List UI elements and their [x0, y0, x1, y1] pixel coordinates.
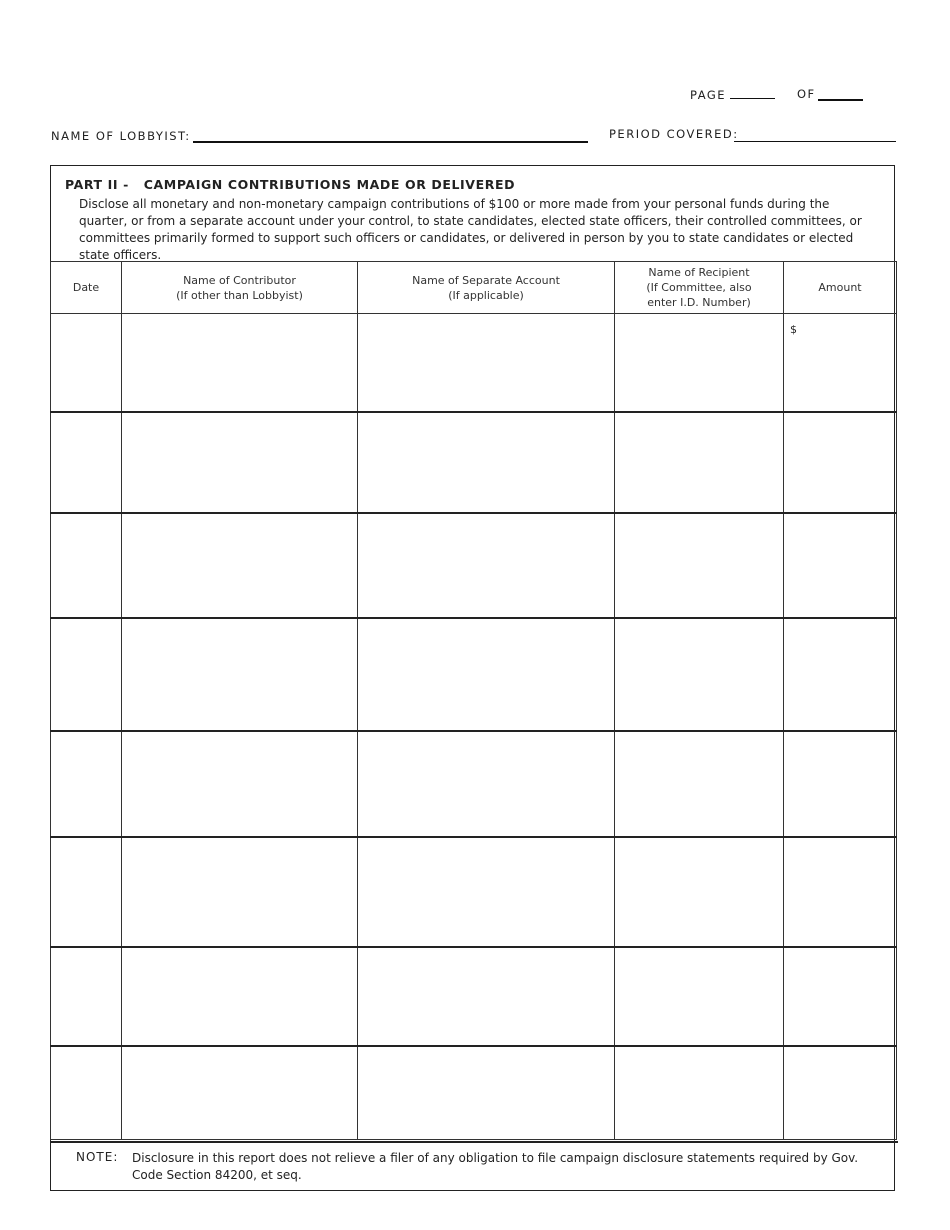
contributions-table	[50, 261, 897, 1140]
table-row	[51, 618, 897, 731]
amount-cell[interactable]	[784, 513, 897, 618]
contributor-cell[interactable]	[122, 513, 358, 618]
separate-account-cell[interactable]	[358, 1046, 615, 1140]
separate-account-cell[interactable]	[358, 412, 615, 513]
contributor-cell[interactable]	[122, 947, 358, 1046]
column-header-separate-account: Name of Separate Account (If applicable)	[358, 262, 615, 314]
period-covered-label: PERIOD COVERED:	[609, 127, 739, 141]
amount-cell[interactable]	[784, 618, 897, 731]
recipient-cell[interactable]	[615, 731, 784, 837]
amount-cell[interactable]	[784, 412, 897, 513]
contributor-cell[interactable]	[122, 618, 358, 731]
recipient-cell[interactable]	[615, 618, 784, 731]
date-cell[interactable]	[51, 618, 122, 731]
date-cell[interactable]	[51, 837, 122, 947]
column-header-recipient: Name of Recipient (If Committee, also enter I.D. Number)	[615, 262, 784, 314]
separate-account-cell[interactable]	[358, 947, 615, 1046]
table-row	[51, 837, 897, 947]
table-row	[51, 314, 897, 412]
part-description: Disclose all monetary and non-monetary campaign contributions of $100 or more made from your personal funds during the quarter, or from a separate account under your control, to state candidates, elected state officers, their controlled committees, or committees primarily formed to support such officers or candidates, or delivered in person by you to state candidates or elected state officers.	[79, 197, 862, 262]
currency-symbol: $	[790, 323, 797, 336]
contributor-cell[interactable]	[122, 837, 358, 947]
amount-cell[interactable]	[784, 731, 897, 837]
contributor-cell[interactable]	[122, 412, 358, 513]
recipient-cell[interactable]	[615, 513, 784, 618]
total-pages-field[interactable]	[818, 99, 863, 101]
page-label: PAGE	[690, 88, 727, 102]
table-row	[51, 947, 897, 1046]
table-header-row	[51, 262, 897, 314]
contributor-cell[interactable]	[122, 1046, 358, 1140]
table-row	[51, 1046, 897, 1140]
separate-account-cell[interactable]	[358, 731, 615, 837]
column-header-contributor: Name of Contributor (If other than Lobbyist)	[122, 262, 358, 314]
recipient-cell[interactable]	[615, 947, 784, 1046]
lobbyist-name-label: NAME OF LOBBYIST:	[51, 129, 191, 143]
date-cell[interactable]	[51, 947, 122, 1046]
amount-cell[interactable]	[784, 314, 897, 412]
note-text: Disclosure in this report does not relieve a filer of any obligation to file campaign disclosure statements required by Gov. Code Section 84200, et seq.	[132, 1151, 859, 1182]
amount-cell[interactable]	[784, 837, 897, 947]
period-covered-field[interactable]	[734, 141, 896, 142]
table-row	[51, 412, 897, 513]
recipient-cell[interactable]	[615, 314, 784, 412]
separate-account-cell[interactable]	[358, 314, 615, 412]
table-row	[51, 513, 897, 618]
date-cell[interactable]	[51, 314, 122, 412]
separate-account-cell[interactable]	[358, 837, 615, 947]
amount-cell[interactable]	[784, 1046, 897, 1140]
recipient-cell[interactable]	[615, 412, 784, 513]
contributor-cell[interactable]	[122, 731, 358, 837]
lobbyist-name-field[interactable]	[193, 141, 588, 143]
part-title: PART II - CAMPAIGN CONTRIBUTIONS MADE OR DELIVERED	[65, 177, 516, 192]
table-row	[51, 731, 897, 837]
recipient-cell[interactable]	[615, 1046, 784, 1140]
note-label: NOTE:	[76, 1150, 119, 1164]
column-header-amount: Amount	[784, 262, 897, 314]
separate-account-cell[interactable]	[358, 618, 615, 731]
contributor-cell[interactable]	[122, 314, 358, 412]
date-cell[interactable]	[51, 513, 122, 618]
date-cell[interactable]	[51, 412, 122, 513]
note-divider	[50, 1141, 898, 1143]
of-label: OF	[797, 87, 816, 101]
separate-account-cell[interactable]	[358, 513, 615, 618]
recipient-cell[interactable]	[615, 837, 784, 947]
column-header-date: Date	[51, 262, 122, 314]
date-cell[interactable]	[51, 1046, 122, 1140]
date-cell[interactable]	[51, 731, 122, 837]
amount-cell[interactable]	[784, 947, 897, 1046]
page-number-field[interactable]	[730, 98, 775, 99]
